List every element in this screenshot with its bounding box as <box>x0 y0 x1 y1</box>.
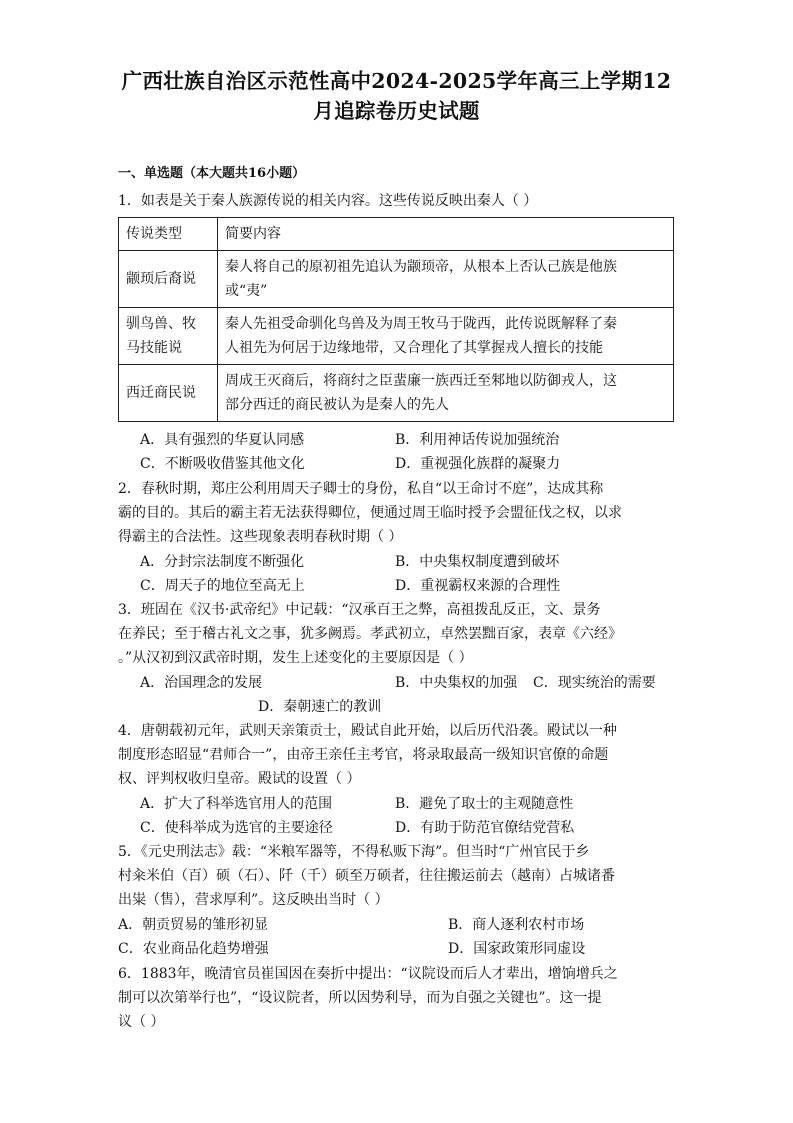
table-header-type: 传说类型 <box>119 218 218 251</box>
q3-line-2: 在养民；至于稽古礼文之事，犹多阙焉。孝武初立，卓然罢黜百家，表章《六经》 <box>118 626 622 642</box>
q2-line-2: 霸的目的。其后的霸主若无法获得卿位，便通过周王临时授予会盟征伐之权，以求 <box>118 505 622 521</box>
table-cell-type: 西迁商民说 <box>119 365 218 422</box>
exam-title-line-1: 广西壮族自治区示范性高中2024-2025学年高三上学期12 <box>121 69 672 93</box>
q2-option-a: A．分封宗法制度不断强化 <box>140 554 305 570</box>
table-cell-content <box>218 251 674 308</box>
table-cell-line: 秦人先祖受命驯化鸟兽及为周王牧马于陇西，此传说既解释了秦 <box>225 316 617 332</box>
section-heading: 一、单选题（本大题共16小题） <box>118 166 306 181</box>
q5-line-2: 村籴米伯（百）硕（石）、阡（千）硕至万硕者，往往搬运前去（越南）占城诸番 <box>118 868 615 884</box>
q6-line-2: 制可以次第举行也”，“设议院者，所以因势利导，而为自强之关键也”。这一提 <box>118 990 602 1006</box>
q4-option-d: D．有助于防范官僚结党营私 <box>395 820 575 836</box>
q2-line-3: 得霸主的合法性。这些现象表明春秋时期（ ） <box>118 529 403 545</box>
q2-option-c: C．周天子的地位至高无上 <box>140 578 305 594</box>
q5-option-b: B．商人逐利农村市场 <box>448 917 585 933</box>
q1-option-c: C．不断吸收借鉴其他文化 <box>140 456 305 472</box>
table-cell-line: 秦人将自己的原初祖先追认为颛顼帝，从根本上否认己族是他族 <box>225 259 617 275</box>
table-cell-line: 或“夷” <box>225 283 268 299</box>
q1-stem: 1．如表是关于秦人族源传说的相关内容。这些传说反映出秦人（ ） <box>118 193 538 209</box>
q5-line-1: 5．《元史刑法志》载：“米粮军器等，不得私贩下海”。但当时“广州官民于乡 <box>118 844 590 860</box>
exam-title <box>60 66 733 126</box>
table-cell-type <box>119 308 218 365</box>
table-cell-line: 周成王灭商后，将商纣之臣蜚廉一族西迁至邾地以防御戎人，这 <box>225 373 617 389</box>
q1-option-d: D．重视强化族群的凝聚力 <box>395 456 561 472</box>
q4-option-a: A．扩大了科举选官用人的范围 <box>140 796 333 812</box>
q6-line-1: 6．1883年，晚清官员崔国因在奏折中提出：“议院设而后人才辈出，增饷增兵之 <box>118 966 618 982</box>
q5-option-d: D．国家政策形同虚设 <box>448 941 586 957</box>
table-cell-content <box>218 365 674 422</box>
q1-option-b: B．利用神话传说加强统治 <box>395 432 560 448</box>
q6-line-3: 议（ ） <box>118 1014 165 1030</box>
q2-option-b: B．中央集权制度遭到破坏 <box>395 554 560 570</box>
table-cell-line: 部分西迁的商民被认为是秦人的先人 <box>225 397 449 413</box>
table-cell-line: 驯鸟兽、牧 <box>126 316 196 332</box>
q3-option-a: A．治国理念的发展 <box>140 675 263 691</box>
q5-line-3: 出粜（售），营求厚利”。这反映出当时（ ） <box>118 892 389 908</box>
q4-option-b: B．避免了取士的主观随意性 <box>395 796 574 812</box>
q3-option-d: D．秦朝速亡的教训 <box>258 699 382 715</box>
table-cell-line: 马技能说 <box>126 340 182 356</box>
table-row <box>119 251 674 308</box>
q5-option-c: C．农业商品化趋势增强 <box>118 941 269 957</box>
q1-table <box>118 217 674 422</box>
table-cell-content <box>218 308 674 365</box>
table-header-row <box>119 218 674 251</box>
table-header-content: 简要内容 <box>218 218 674 251</box>
exam-title-line-2: 月追踪卷历史试题 <box>313 99 480 123</box>
q2-option-d: D．重视霸权来源的合理性 <box>395 578 561 594</box>
q1-option-a: A．具有强烈的华夏认同感 <box>140 432 305 448</box>
q4-line-1: 4．唐朝载初元年，武则天亲策贡士，殿试自此开始，以后历代沿袭。殿试以一种 <box>118 723 617 739</box>
q4-line-3: 权、评判权收归皇帝。殿试的设置（ ） <box>118 771 361 787</box>
table-row <box>119 308 674 365</box>
q2-line-1: 2．春秋时期，郑庄公利用周天子卿士的身份，私自“以王命讨不庭”，达成其称 <box>118 481 604 497</box>
table-cell-type: 颛顼后裔说 <box>119 251 218 308</box>
table-cell-line: 人祖先为何居于边缘地带，又合理化了其掌握戎人擅长的技能 <box>225 340 603 356</box>
table-row <box>119 365 674 422</box>
q3-option-b: B．中央集权的加强 <box>395 675 518 691</box>
q3-line-1: 3．班固在《汉书·武帝纪》中记载：“汉承百王之弊，高祖拨乱反正，文、景务 <box>118 602 601 618</box>
q3-option-c: C．现实统治的需要 <box>533 675 656 691</box>
q4-option-c: C．使科举成为选官的主要途径 <box>140 820 333 836</box>
q4-line-2: 制度形态昭显“君师合一”，由帝王亲任主考官，将录取最高一级知识官僚的命题 <box>118 747 609 763</box>
q3-line-3: 。”从汉初到汉武帝时期，发生上述变化的主要原因是（ ） <box>118 650 473 666</box>
q5-option-a: A．朝贡贸易的雏形初显 <box>118 917 269 933</box>
